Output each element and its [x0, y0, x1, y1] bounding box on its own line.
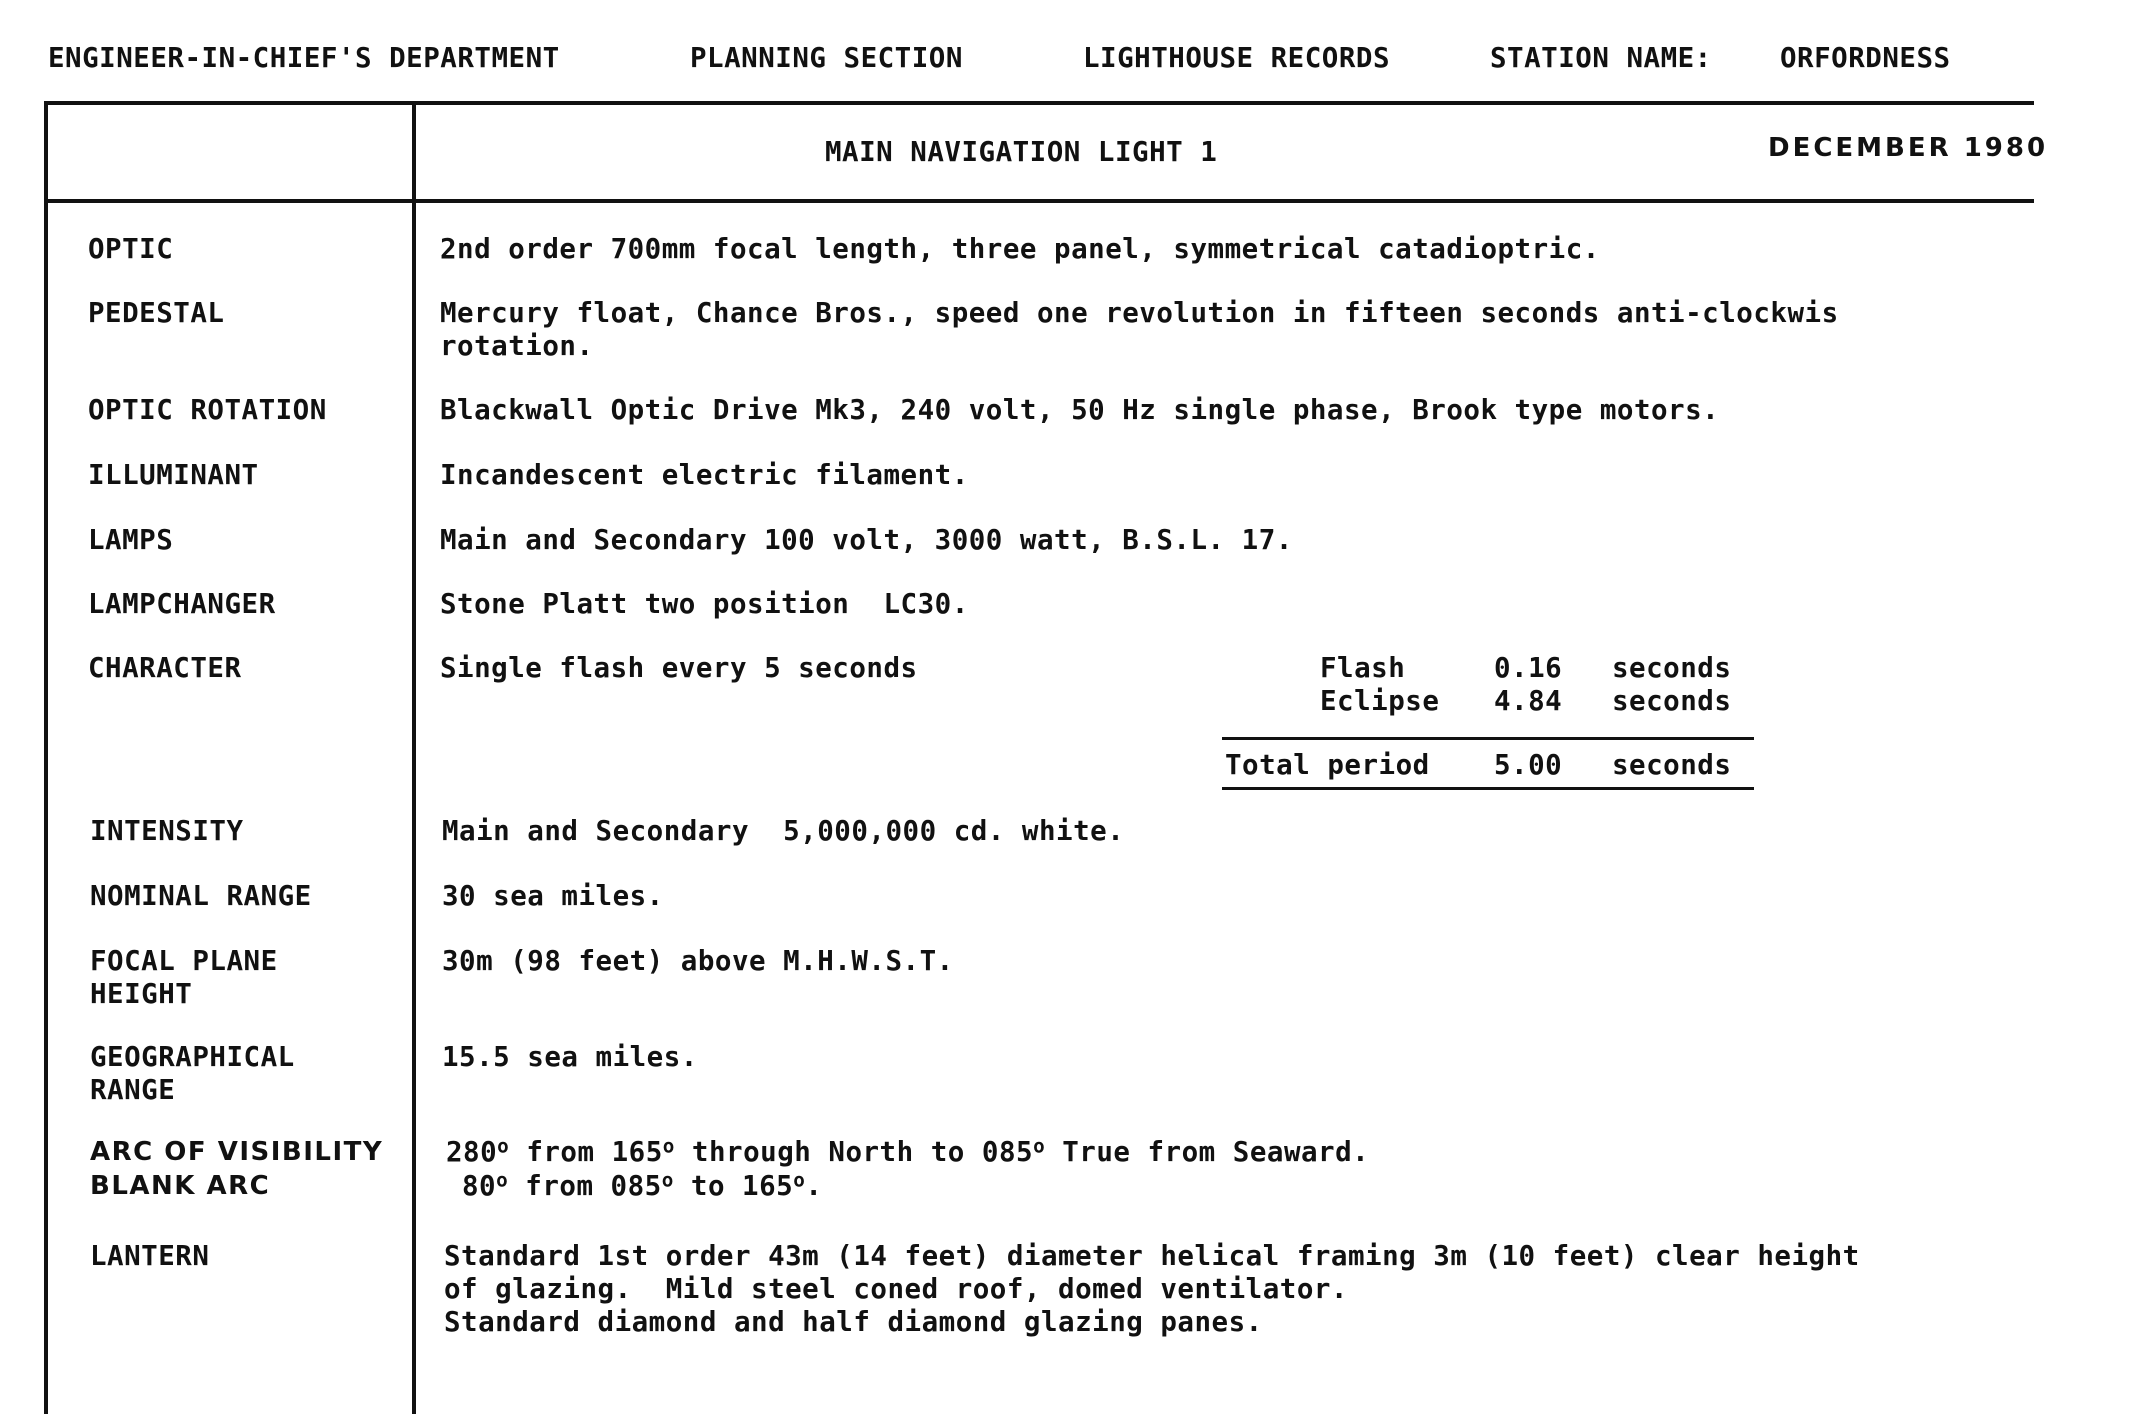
pedestal-value-line1: Mercury float, Chance Bros., speed one revolution in fifteen seconds anti-clockwis [440, 297, 1839, 329]
optic-rotation-label: OPTIC ROTATION [88, 394, 327, 426]
period-total-underline [1222, 787, 1754, 790]
total-period-unit: seconds [1612, 749, 1732, 781]
geographical-range-label-line1: GEOGRAPHICAL [90, 1041, 295, 1073]
optic-rotation-value: Blackwall Optic Drive Mk3, 240 volt, 50 Hz single phase, Brook type motors. [440, 394, 1720, 426]
geographical-range-label-line2: RANGE [90, 1074, 176, 1106]
focal-plane-height-label-line2: HEIGHT [90, 978, 193, 1010]
lantern-value-line3: Standard diamond and half diamond glazing panes. [444, 1306, 1263, 1338]
blank-arc-label: BLANK ARC [90, 1171, 271, 1201]
station-name-label: STATION NAME: [1490, 42, 1712, 74]
optic-value: 2nd order 700mm focal length, three panel, symmetrical catadioptric. [440, 233, 1600, 265]
character-value: Single flash every 5 seconds [440, 652, 918, 684]
section-heading: PLANNING SECTION [690, 42, 963, 74]
arc-of-visibility-value: 280$^o$ from 165$^o$ through North to 085$^o$ True from Seaward. [446, 1134, 1370, 1168]
station-name-value: ORFORDNESS [1780, 42, 1951, 74]
character-label: CHARACTER [88, 652, 242, 684]
illuminant-value: Incandescent electric filament. [440, 459, 969, 491]
nominal-range-value: 30 sea miles. [442, 880, 664, 912]
arc-of-visibility-label: ARC OF VISIBILITY [90, 1137, 384, 1167]
table-header-rule [44, 199, 2034, 203]
focal-plane-height-label-line1: FOCAL PLANE [90, 945, 278, 977]
focal-plane-height-value: 30m (98 feet) above M.H.W.S.T. [442, 945, 954, 977]
nominal-range-label: NOMINAL RANGE [90, 880, 312, 912]
illuminant-label: ILLUMINANT [88, 459, 259, 491]
pedestal-label: PEDESTAL [88, 297, 225, 329]
table-title: MAIN NAVIGATION LIGHT 1 [825, 136, 1218, 168]
lamps-value: Main and Secondary 100 volt, 3000 watt, B.S.L. 17. [440, 524, 1293, 556]
flash-value: 0.16 [1494, 652, 1563, 684]
eclipse-unit: seconds [1612, 685, 1732, 717]
eclipse-label: Eclipse [1320, 685, 1440, 717]
lampchanger-label: LAMPCHANGER [88, 588, 276, 620]
total-period-label: Total period [1225, 749, 1430, 781]
table-column-divider [412, 101, 416, 1414]
flash-unit: seconds [1612, 652, 1732, 684]
table-date: DECEMBER 1980 [1768, 133, 2049, 163]
geographical-range-value: 15.5 sea miles. [442, 1041, 698, 1073]
department-heading: ENGINEER-IN-CHIEF'S DEPARTMENT [48, 42, 560, 74]
pedestal-value-line2: rotation. [440, 330, 594, 362]
lantern-value-line2: of glazing. Mild steel coned roof, domed ventilator. [444, 1273, 1348, 1305]
total-period-value: 5.00 [1494, 749, 1563, 781]
eclipse-value: 4.84 [1494, 685, 1563, 717]
lantern-value-line1: Standard 1st order 43m (14 feet) diameter helical framing 3m (10 feet) clear height [444, 1240, 1860, 1272]
table-top-rule [44, 101, 2034, 105]
flash-label: Flash [1320, 652, 1406, 684]
records-heading: LIGHTHOUSE RECORDS [1083, 42, 1391, 74]
optic-label: OPTIC [88, 233, 174, 265]
lantern-label: LANTERN [90, 1240, 210, 1272]
lamps-label: LAMPS [88, 524, 174, 556]
intensity-label: INTENSITY [90, 815, 244, 847]
intensity-value: Main and Secondary 5,000,000 cd. white. [442, 815, 1125, 847]
table-left-border [44, 101, 48, 1414]
lampchanger-value: Stone Platt two position LC30. [440, 588, 969, 620]
period-sum-rule [1222, 737, 1754, 740]
blank-arc-value: 80$^o$ from 085$^o$ to 165$^o$. [462, 1168, 823, 1202]
